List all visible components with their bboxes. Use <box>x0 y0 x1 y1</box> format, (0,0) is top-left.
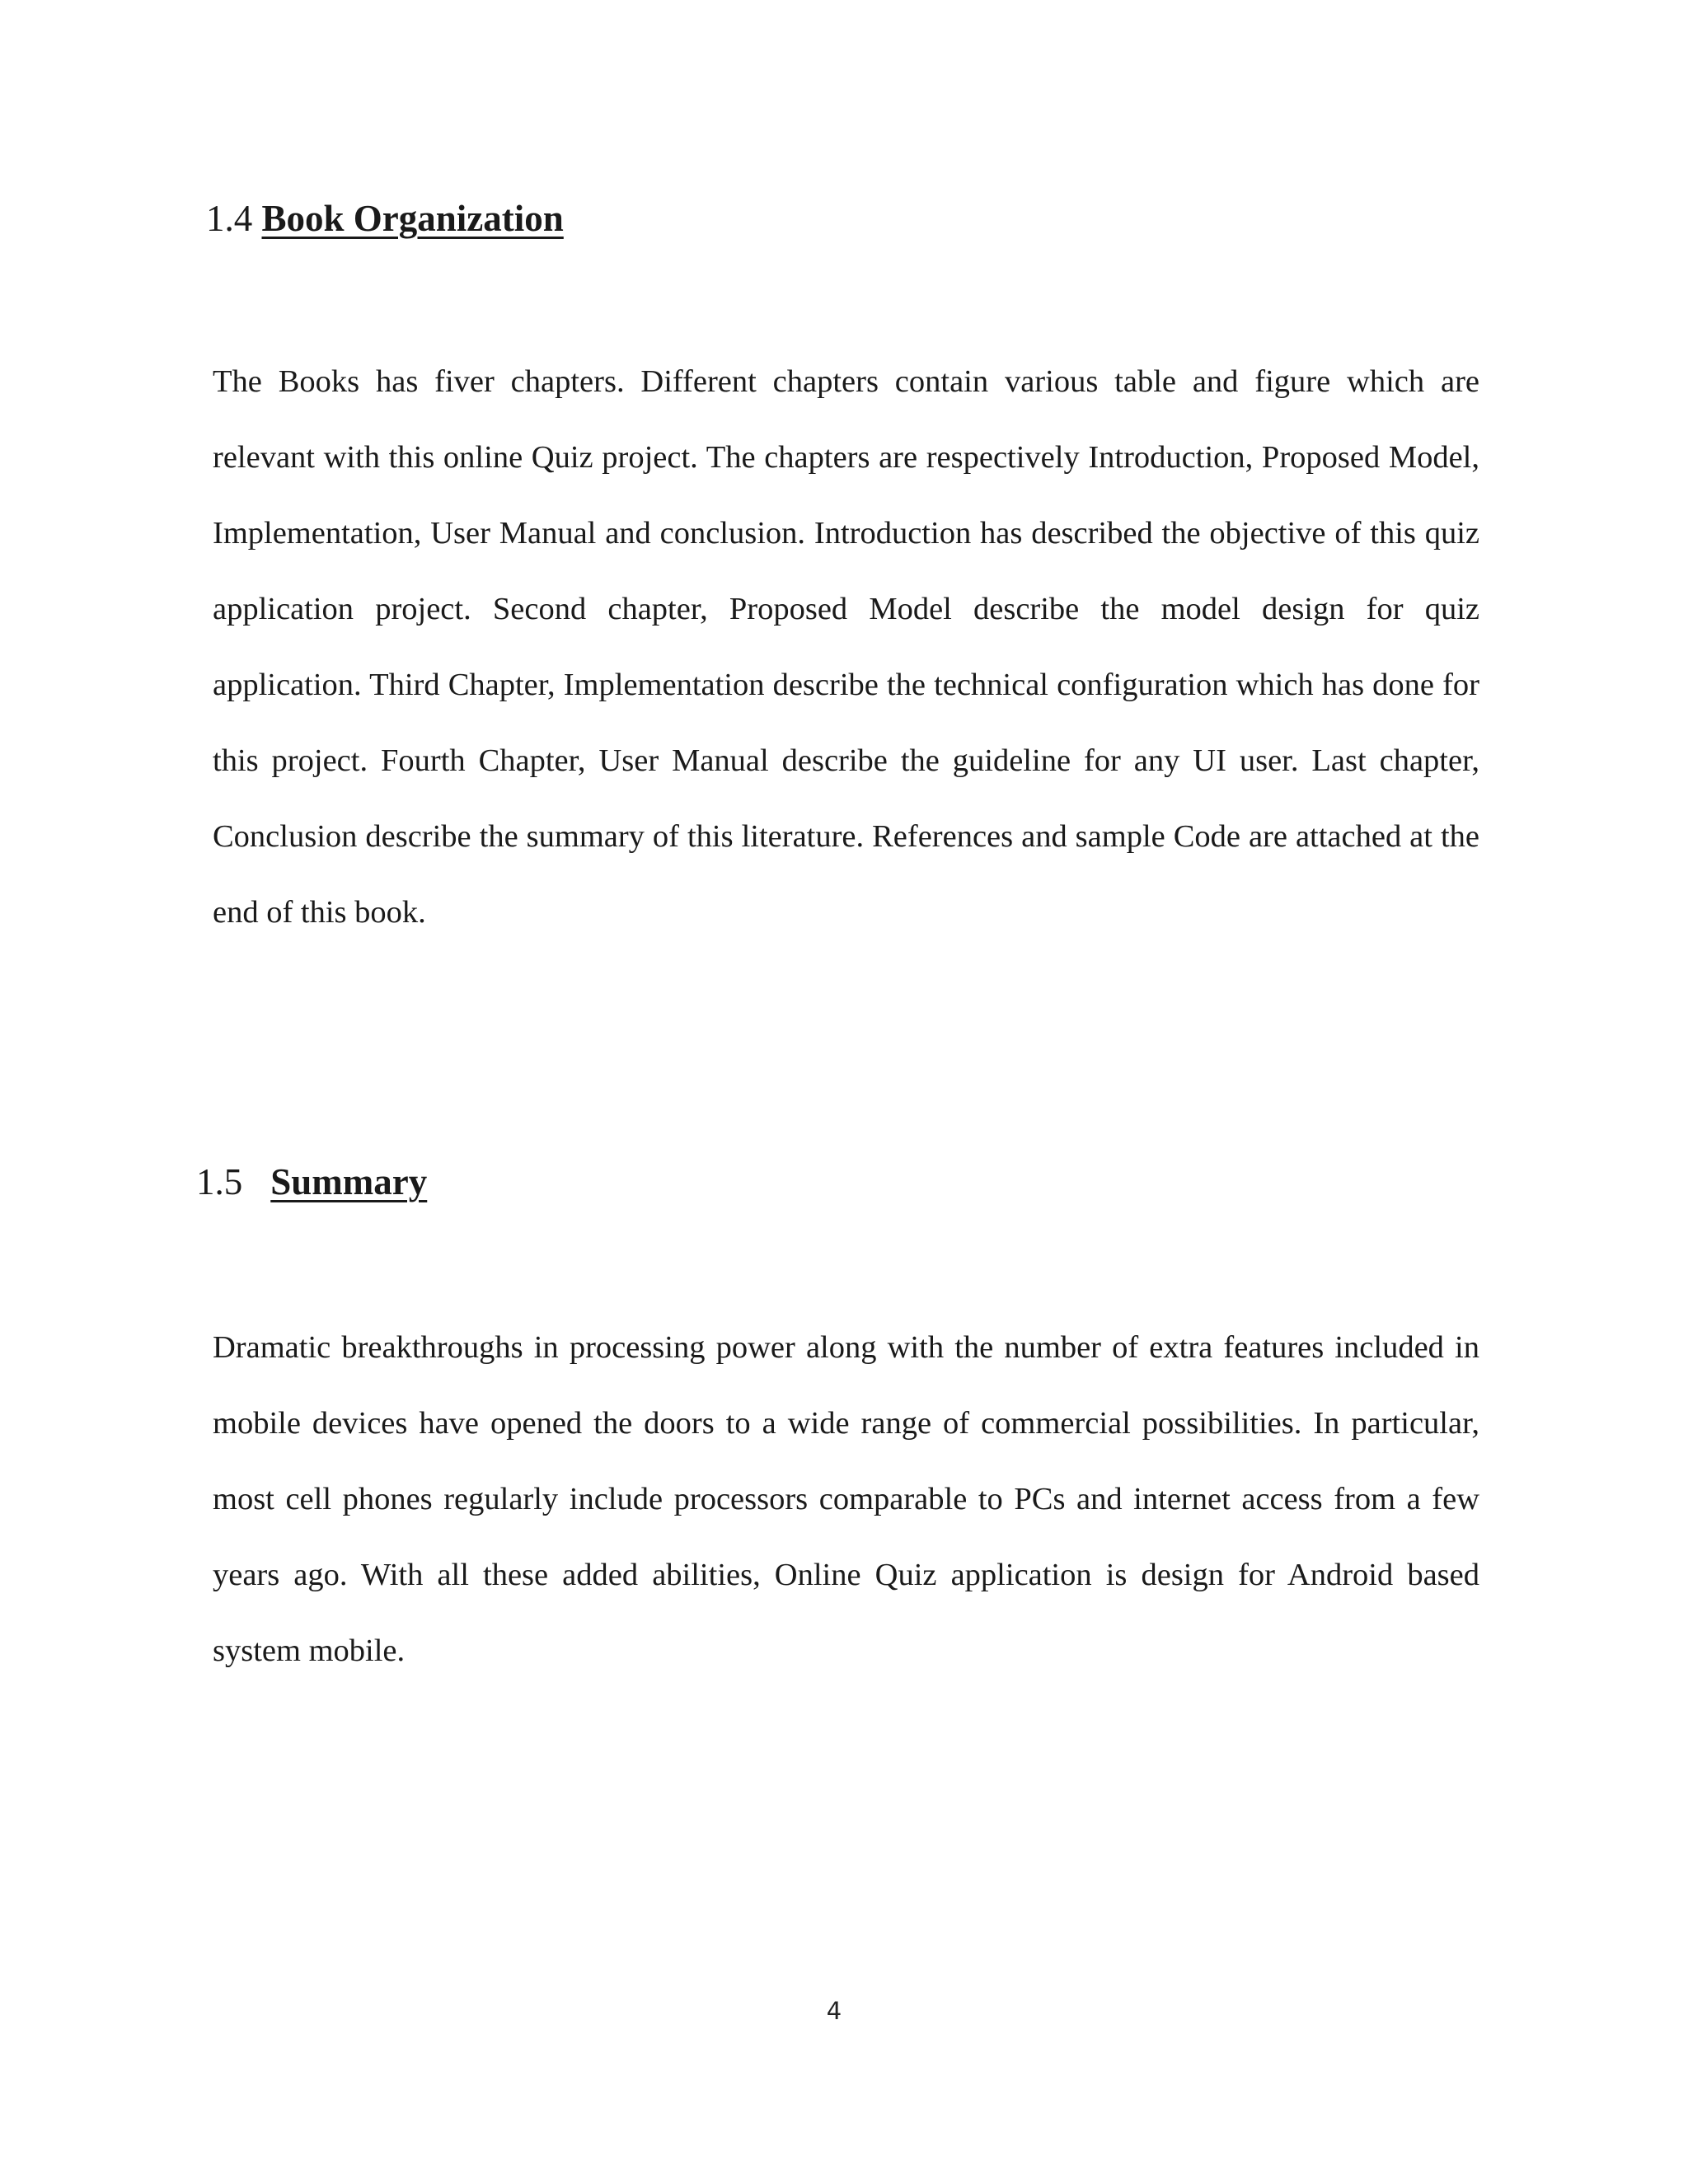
book-organization-paragraph: The Books has fiver chapters. Different chapters contain various table and figure which are relevant with this online Quiz project. The chapters are respectively Introduction, Proposed Model, Implementation, User Manual and conclusion. Introduction has described the objective of this quiz application project. Second chapter, Proposed Model describe the model design for quiz application. Third Chapter, Implementation describe the technical configuration which has done for this project. Fourth Chapter, User Manual describe the guideline for any UI user. Last chapter, Conclusion describe the summary of this literature. References and sample Code are attached at the end of this book. <box>213 364 1479 930</box>
section-number: 1.5 <box>196 1161 243 1202</box>
section-title: Book Organization <box>261 198 564 239</box>
section-heading-summary <box>196 1161 428 1202</box>
page-number: 4 <box>826 1997 842 2025</box>
section-number: 1.4 <box>206 198 253 239</box>
section-title: Summary <box>270 1161 428 1202</box>
summary-paragraph: Dramatic breakthroughs in processing power along with the number of extra features included in mobile devices have opened the doors to a wide range of commercial possibilities. In particular, most cell phones regularly include processors comparable to PCs and internet access from a few years ago. With all these added abilities, Online Quiz application is design for Android based system mobile. <box>213 1330 1479 1668</box>
section-heading-book-organization <box>206 200 564 237</box>
